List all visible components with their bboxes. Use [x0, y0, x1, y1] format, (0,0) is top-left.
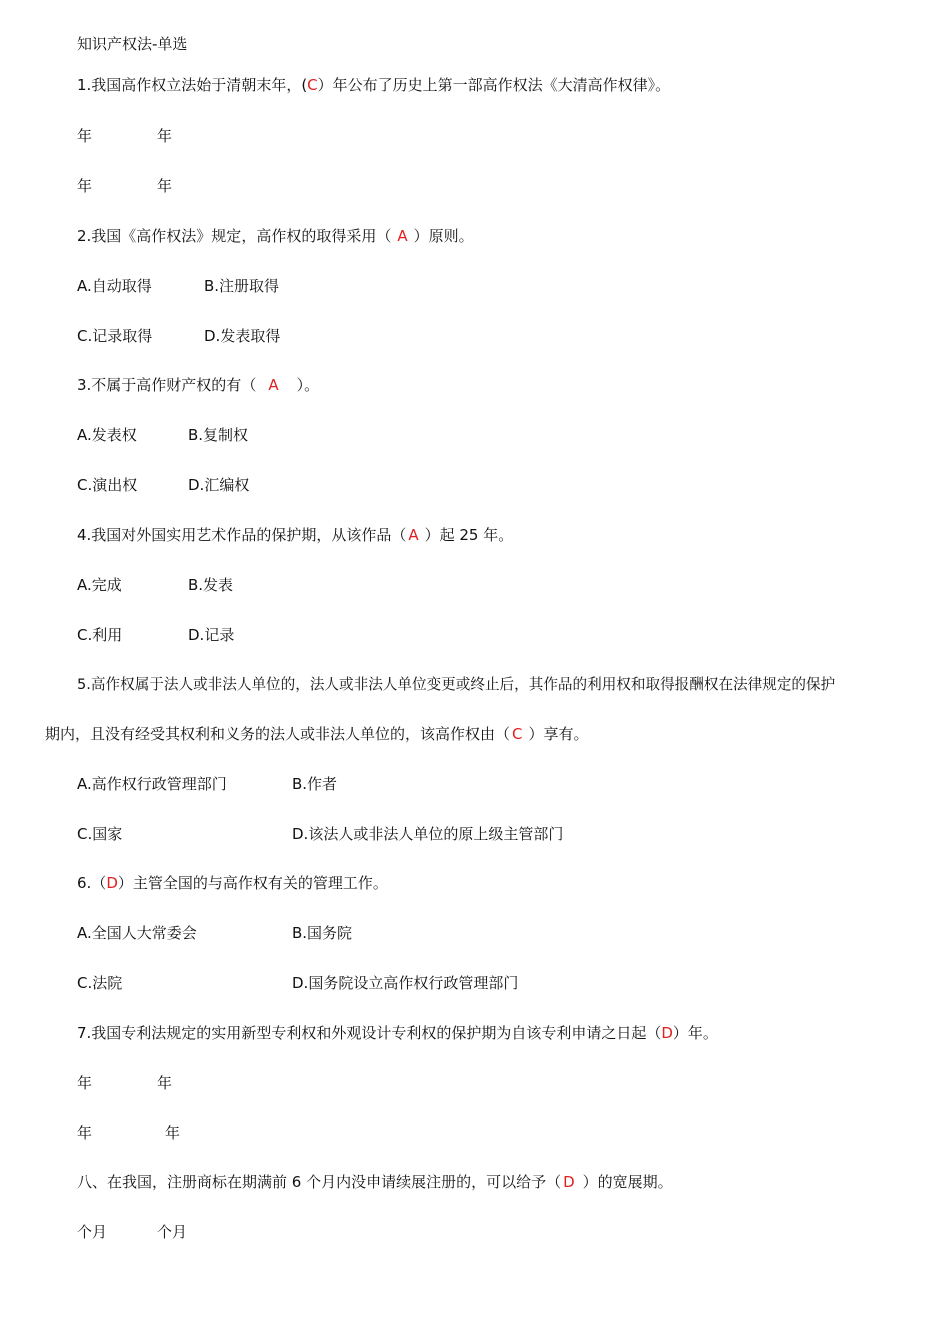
option-d: D.发表取得: [204, 327, 281, 345]
question-text: 3.不属于高作财产权的有（: [77, 376, 257, 394]
option-a: 个月: [77, 1223, 108, 1241]
answer-mark: A: [408, 526, 419, 544]
option-c: C.利用: [77, 626, 123, 644]
question-text: ）原则。: [413, 227, 474, 245]
question-4: [77, 525, 513, 545]
option-a: A.高作权行政管理部门: [77, 775, 227, 793]
answer-mark: A: [397, 227, 408, 245]
question-7: [77, 1023, 718, 1043]
option-c: 年: [77, 1124, 93, 1142]
option-c: 年: [77, 177, 93, 195]
option-b: B.发表: [188, 576, 234, 594]
option-b: 个月: [157, 1223, 188, 1241]
question-text: ）年公布了历史上第一部高作权法《大清高作权律》。: [317, 76, 671, 94]
option-d: 年: [157, 177, 173, 195]
option-b: B.作者: [292, 775, 338, 793]
option-c: C.演出权: [77, 476, 138, 494]
option-a: A.完成: [77, 576, 122, 594]
question-text: 7.我国专利法规定的实用新型专利权和外观设计专利权的保护期为自该专利申请之日起（: [77, 1024, 662, 1042]
option-b: B.复制权: [188, 426, 249, 444]
question-text: 八、在我国，注册商标在期满前 6 个月内没申请续展注册的，可以给予（: [77, 1173, 562, 1191]
question-8: [77, 1172, 673, 1192]
option-c: C.法院: [77, 974, 123, 992]
option-b: B.国务院: [292, 924, 353, 942]
option-d: D.该法人或非法人单位的原上级主管部门: [292, 825, 564, 843]
question-text: 4.我国对外国实用艺术作品的保护期，从该作品（: [77, 526, 407, 544]
question-text: ）起 25 年。: [424, 526, 514, 544]
option-b: 年: [157, 1074, 173, 1092]
question-text: 1.我国高作权立法始于清朝末年，(: [77, 76, 308, 94]
option-a: A.发表权: [77, 426, 137, 444]
option-a: 年: [77, 1074, 93, 1092]
option-c: C.记录取得: [77, 327, 153, 345]
option-c: C.国家: [77, 825, 123, 843]
option-b: 年: [157, 127, 173, 145]
question-text: ）年。: [672, 1024, 718, 1042]
question-text: 期内，且没有经受其权利和义务的法人或非法人单位的，该高作权由（: [45, 725, 511, 743]
question-text: ）。: [296, 376, 320, 394]
question-text: ）享有。: [528, 725, 589, 743]
question-5-line-2: [45, 724, 589, 744]
answer-mark: D: [661, 1024, 673, 1042]
question-text: 2.我国《高作权法》规定，高作权的取得采用（: [77, 227, 392, 245]
option-b: B.注册取得: [204, 277, 280, 295]
answer-mark: C: [307, 76, 318, 94]
option-d: D.汇编权: [188, 476, 250, 494]
option-d: 年: [165, 1124, 181, 1142]
question-2: [77, 226, 474, 246]
option-a: A.自动取得: [77, 277, 152, 295]
question-1: [77, 75, 670, 95]
question-text: 6.（: [77, 874, 107, 892]
answer-mark: C: [512, 725, 523, 743]
option-d: D.国务院设立高作权行政管理部门: [292, 974, 519, 992]
question-3: [77, 375, 319, 395]
answer-mark: D: [106, 874, 118, 892]
option-a: A.全国人大常委会: [77, 924, 197, 942]
question-6: [77, 873, 388, 893]
answer-mark: D: [563, 1173, 575, 1191]
option-d: D.记录: [188, 626, 235, 644]
question-text: ）主管全国的与高作权有关的管理工作。: [117, 874, 388, 892]
question-text: ）的宽展期。: [582, 1173, 673, 1191]
answer-mark: A: [268, 376, 279, 394]
question-5-line-1: 5.高作权属于法人或非法人单位的，法人或非法人单位变更或终止后，其作品的利用权和取得报酬权在法律规定的保护: [77, 676, 836, 693]
option-a: 年: [77, 127, 93, 145]
page-title: 知识产权法-单选: [77, 35, 188, 53]
